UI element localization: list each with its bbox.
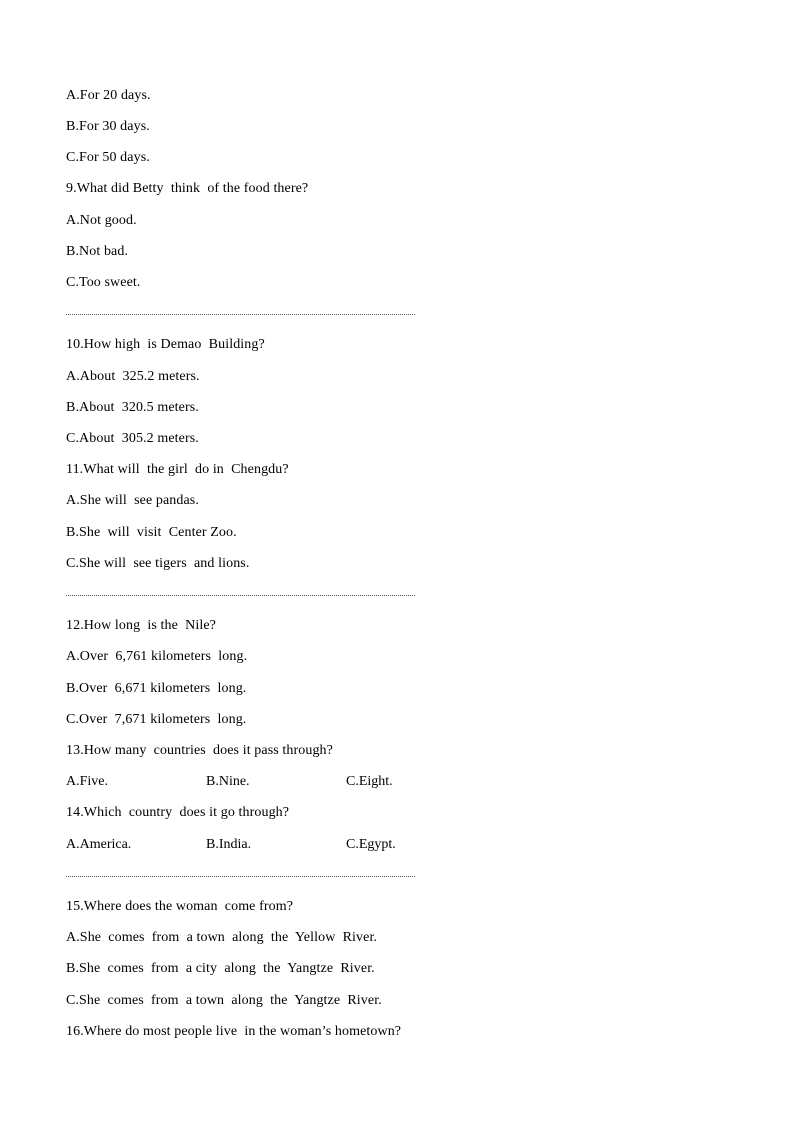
q14-option-b: B.India. [206, 837, 252, 852]
q9-option-a: A.Not good. [66, 213, 137, 228]
section-divider [66, 314, 415, 315]
q9-option-b: B.Not bad. [66, 244, 129, 259]
q10-option-c: C.About 305.2 meters. [66, 431, 199, 446]
q15-option-a: A.She comes from a town along the Yellow River. [66, 930, 378, 945]
q9-option-c: C.Too sweet. [66, 275, 141, 290]
q15-option-c: C.She comes from a town along the Yangtze River. [66, 993, 382, 1008]
q11-option-a: A.She will see pandas. [66, 493, 199, 508]
q15-question: 15.Where does the woman come from? [66, 899, 294, 914]
q11-question: 11.What will the girl do in Chengdu? [66, 462, 289, 477]
q14-option-a: A.America. [66, 837, 132, 852]
q15-option-b: B.She comes from a city along the Yangtze River. [66, 961, 375, 976]
q13-question: 13.How many countries does it pass through? [66, 743, 333, 758]
q14-option-c: C.Egypt. [346, 837, 396, 852]
q11-option-b: B.She will visit Center Zoo. [66, 525, 237, 540]
q10-question: 10.How high is Demao Building? [66, 337, 265, 352]
q10-option-b: B.About 320.5 meters. [66, 400, 199, 415]
q11-option-c: C.She will see tigers and lions. [66, 556, 250, 571]
q13-option-b: B.Nine. [206, 774, 250, 789]
q13-option-c: C.Eight. [346, 774, 393, 789]
q12-question: 12.How long is the Nile? [66, 618, 216, 633]
q12-option-b: B.Over 6,671 kilometers long. [66, 681, 247, 696]
q16-question: 16.Where do most people live in the woman’s hometown? [66, 1024, 402, 1039]
q8-option-b: B.For 30 days. [66, 119, 150, 134]
q10-option-a: A.About 325.2 meters. [66, 369, 200, 384]
q8-option-c: C.For 50 days. [66, 150, 150, 165]
q12-option-c: C.Over 7,671 kilometers long. [66, 712, 247, 727]
q12-option-a: A.Over 6,761 kilometers long. [66, 649, 248, 664]
section-divider [66, 876, 415, 877]
q14-question: 14.Which country does it go through? [66, 805, 290, 820]
q13-option-a: A.Five. [66, 774, 108, 789]
section-divider [66, 595, 415, 596]
q8-option-a: A.For 20 days. [66, 88, 151, 103]
q9-question: 9.What did Betty think of the food there? [66, 181, 309, 196]
